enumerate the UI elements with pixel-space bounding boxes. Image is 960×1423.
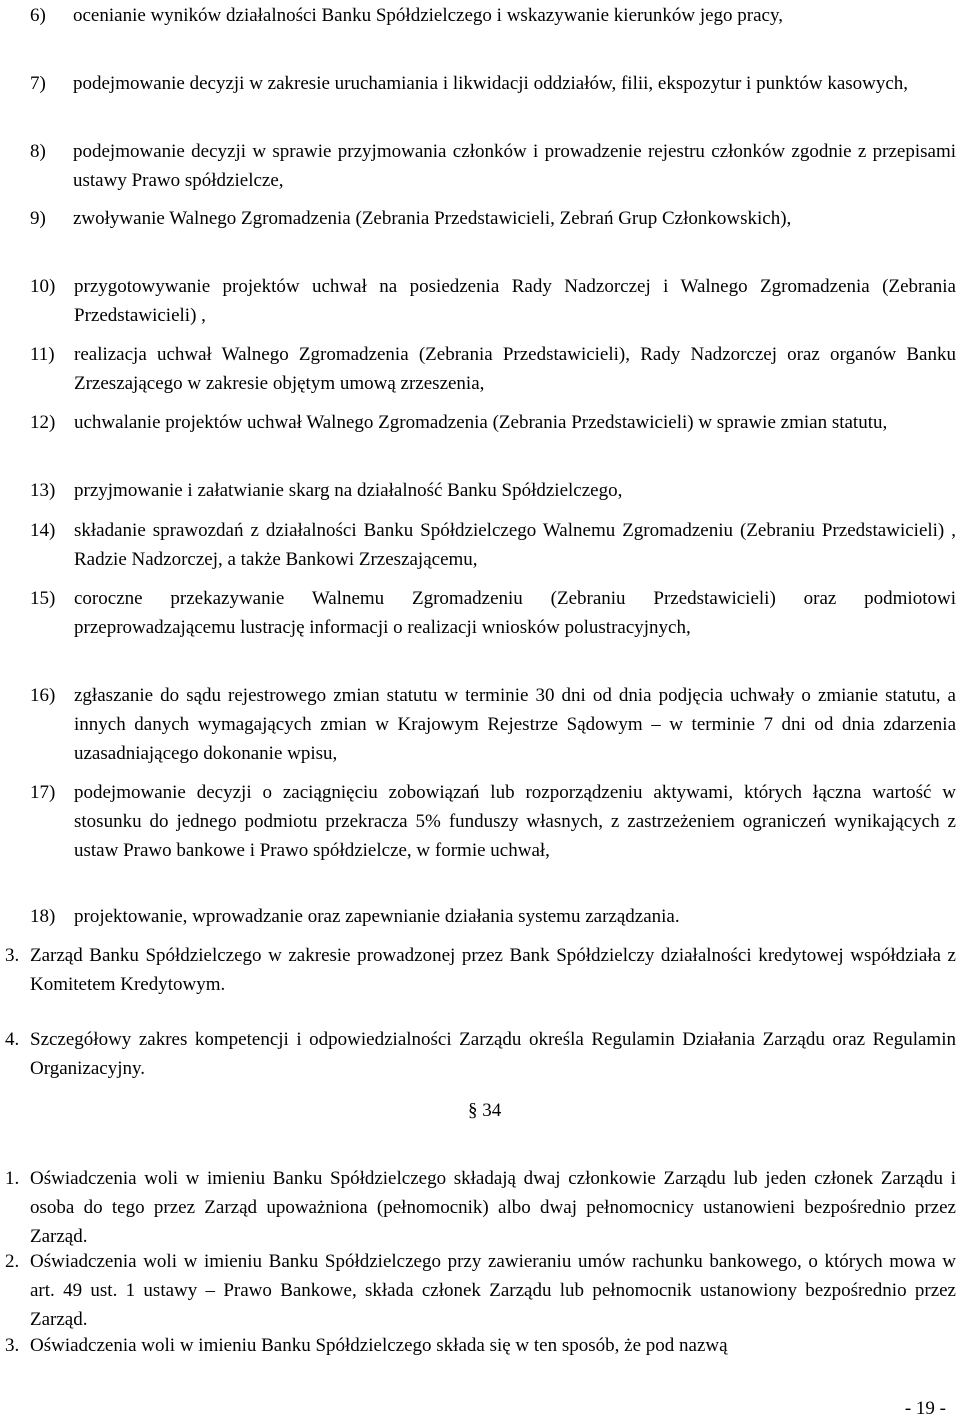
list-item-text: podejmowanie decyzji w sprawie przyjmowania członków i prowadzenie rejestru członków zgodnie z przepisami ustawy Prawo spółdzielcze, <box>73 141 956 191</box>
list-item-number: 9) <box>30 208 46 229</box>
list-item-number: 6) <box>30 5 46 26</box>
list-item-number: 18) <box>30 906 56 927</box>
paragraph-number: 4. <box>5 1029 20 1050</box>
paragraph-number: 1. <box>5 1168 20 1189</box>
list-item <box>30 1 956 30</box>
list-item-number: 14) <box>30 520 56 541</box>
page-number: - 19 - <box>904 1398 946 1419</box>
paragraph <box>5 1331 956 1360</box>
list-item-text: uchwalanie projektów uchwał Walnego Zgromadzenia (Zebrania Przedstawicieli) w sprawie zmian statutu, <box>74 412 888 433</box>
list-item <box>30 137 956 195</box>
list-item <box>30 476 956 505</box>
list-item-text: przyjmowanie i załatwianie skarg na działalność Banku Spółdzielczego, <box>74 480 623 501</box>
list-item-number: 16) <box>30 685 56 706</box>
paragraph-text: Zarząd Banku Spółdzielczego w zakresie prowadzonej przez Bank Spółdzielczy działalności kredytowej współdziała z Komitetem Kredytowym. <box>30 945 956 995</box>
list-item-number: 8) <box>30 141 46 162</box>
list-item-number: 10) <box>30 276 56 297</box>
paragraph <box>5 941 956 999</box>
list-item <box>30 272 956 330</box>
paragraph-text: Szczegółowy zakres kompetencji i odpowiedzialności Zarządu określa Regulamin Działania Zarządu oraz Regulamin Organizacyjny. <box>30 1029 956 1079</box>
list-item <box>30 516 956 574</box>
list-item-text: składanie sprawozdań z działalności Banku Spółdzielczego Walnemu Zgromadzeniu (Zebraniu Przedstawicieli) , Radzie Nadzorczej, a także Bankowi Zrzeszającemu, <box>74 520 956 570</box>
list-item <box>30 778 956 865</box>
list-item-text: podejmowanie decyzji o zaciągnięciu zobowiązań lub rozporządzeniu aktywami, których łączna wartość w stosunku do jednego podmiotu przekracza 5% funduszy własnych, z zastrzeżeniem ograniczeń wynikających z ustaw Prawo bankowe i Prawo spółdzielcze, w formie uchwał, <box>74 782 956 861</box>
paragraph <box>5 1164 956 1251</box>
list-item <box>30 902 956 931</box>
list-item-number: 11) <box>30 344 55 365</box>
list-item-text: zgłaszanie do sądu rejestrowego zmian statutu w terminie 30 dni od dnia podjęcia uchwały o zmianie statutu, a innych danych wymagających zmian w Krajowym Rejestrze Sądowym – w terminie 7 dni od dnia zdarzenia uzasadniającego dokonanie wpisu, <box>74 685 956 764</box>
list-item-text: przygotowywanie projektów uchwał na posiedzenia Rady Nadzorczej i Walnego Zgromadzenia (Zebrania Przedstawicieli) , <box>74 276 956 326</box>
list-item <box>30 681 956 768</box>
paragraph-text: Oświadczenia woli w imieniu Banku Spółdzielczego przy zawieraniu umów rachunku bankowego, o których mowa w art. 49 ust. 1 ustawy – Prawo Bankowe, składa członek Zarządu lub pełnomocnik ustanowiony bezpośrednio przez Zarząd. <box>30 1251 956 1330</box>
list-item-text: podejmowanie decyzji w zakresie uruchamiania i likwidacji oddziałów, filii, ekspozytur i punktów kasowych, <box>73 73 909 94</box>
list-item-text: ocenianie wyników działalności Banku Spółdzielczego i wskazywanie kierunków jego pracy, <box>73 5 783 26</box>
paragraph <box>5 1247 956 1334</box>
paragraph <box>5 1025 956 1083</box>
section-heading: § 34 <box>468 1100 502 1121</box>
list-item-number: 13) <box>30 480 56 501</box>
paragraph-number: 3. <box>5 1335 20 1356</box>
paragraph-text: Oświadczenia woli w imieniu Banku Spółdzielczego składa się w ten sposób, że pod nazwą <box>30 1335 728 1356</box>
list-item-number: 12) <box>30 412 56 433</box>
list-item <box>30 584 956 642</box>
list-item-text: coroczne przekazywanie Walnemu Zgromadzeniu (Zebraniu Przedstawicieli) oraz podmiotowi przeprowadzającemu lustrację informacji o realizacji wniosków polustracyjnych, <box>74 588 956 638</box>
list-item-text: projektowanie, wprowadzanie oraz zapewnianie działania systemu zarządzania. <box>74 906 680 927</box>
list-item <box>30 408 956 437</box>
list-item <box>30 340 956 398</box>
list-item-number: 7) <box>30 73 46 94</box>
list-item-text: zwoływanie Walnego Zgromadzenia (Zebrania Przedstawicieli, Zebrań Grup Członkowskich), <box>73 208 792 229</box>
list-item <box>30 204 956 233</box>
paragraph-number: 2. <box>5 1251 20 1272</box>
list-item-number: 15) <box>30 588 56 609</box>
list-item-number: 17) <box>30 782 56 803</box>
list-item <box>30 69 956 98</box>
paragraph-number: 3. <box>5 945 20 966</box>
list-item-text: realizacja uchwał Walnego Zgromadzenia (Zebrania Przedstawicieli), Rady Nadzorczej oraz organów Banku Zrzeszającego w zakresie objętym umową zrzeszenia, <box>74 344 956 394</box>
paragraph-text: Oświadczenia woli w imieniu Banku Spółdzielczego składają dwaj członkowie Zarządu lub jeden członek Zarządu i osoba do tego przez Zarząd upoważniona (pełnomocnik) albo dwaj pełnomocnicy ustanowieni bezpośrednio przez Zarząd. <box>30 1168 956 1247</box>
